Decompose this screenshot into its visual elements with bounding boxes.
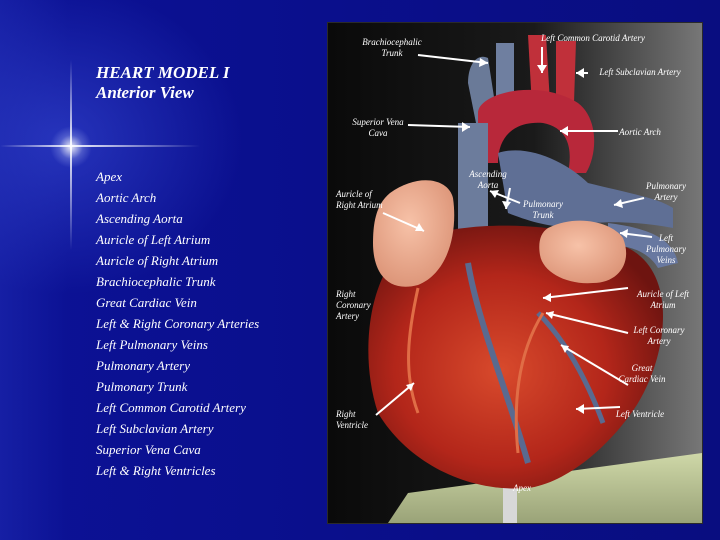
slide-title: HEART MODEL I: [96, 63, 230, 82]
list-item: Auricle of Right Atrium: [96, 253, 219, 268]
list-item: Left Common Carotid Artery: [96, 400, 246, 415]
list-item: Left Pulmonary Veins: [96, 337, 208, 352]
label-auricle-of-right-atrium: Auricle of Right Atrium: [336, 189, 383, 210]
label-left-subclavian-artery: Left Subclavian Artery: [599, 67, 681, 77]
list-item: Apex: [96, 169, 122, 184]
label-right-coronary-artery: Right Coronary Artery: [336, 289, 371, 321]
slide-subtitle: Anterior View: [96, 83, 194, 102]
list-item: Auricle of Left Atrium: [96, 232, 211, 247]
heart-model-illustration: [328, 23, 702, 523]
label-great-cardiac-vein: Great Cardiac Vein: [618, 363, 666, 384]
subclavian-vessel: [556, 41, 576, 103]
structure-list: [96, 166, 259, 481]
label-auricle-of-left-atrium: Auricle of Left Atrium: [637, 289, 689, 310]
label-left-common-carotid-artery: Left Common Carotid Artery: [541, 33, 645, 43]
label-left-coronary-artery: Left Coronary Artery: [633, 325, 685, 346]
list-item: Ascending Aorta: [96, 211, 183, 226]
list-item: Aortic Arch: [96, 190, 157, 205]
lens-flare-horizontal: [0, 145, 200, 147]
label-ascending-aorta: Ascending Aorta: [469, 169, 507, 190]
label-brachiocephalic-trunk: Brachiocephalic Trunk: [362, 37, 422, 58]
label-pulmonary-artery: Pulmonary Artery: [646, 181, 686, 202]
list-item: Brachiocephalic Trunk: [96, 274, 216, 289]
list-item: Pulmonary Artery: [96, 358, 190, 373]
list-item: Superior Vena Cava: [96, 442, 201, 457]
list-item: Pulmonary Trunk: [96, 379, 188, 394]
lens-flare-glow: [50, 126, 92, 168]
label-left-ventricle: Left Ventricle: [615, 409, 665, 419]
list-item: Left & Right Ventricles: [96, 463, 216, 478]
label-aortic-arch: Aortic Arch: [619, 127, 661, 137]
label-apex: Apex: [513, 483, 531, 493]
list-item: Left Subclavian Artery: [96, 421, 214, 436]
label-left-pulmonary-veins: Left Pulmonary Veins: [646, 233, 686, 265]
left-gradient-stripe: [0, 0, 68, 540]
label-right-ventricle: Right Ventricle: [336, 409, 368, 430]
label-superior-vena-cava: Superior Vena Cava: [352, 117, 404, 138]
heart-model-photo: [327, 22, 703, 524]
label-pulmonary-trunk: Pulmonary Trunk: [523, 199, 563, 220]
list-item: Great Cardiac Vein: [96, 295, 197, 310]
list-item: Left & Right Coronary Arteries: [96, 316, 260, 331]
